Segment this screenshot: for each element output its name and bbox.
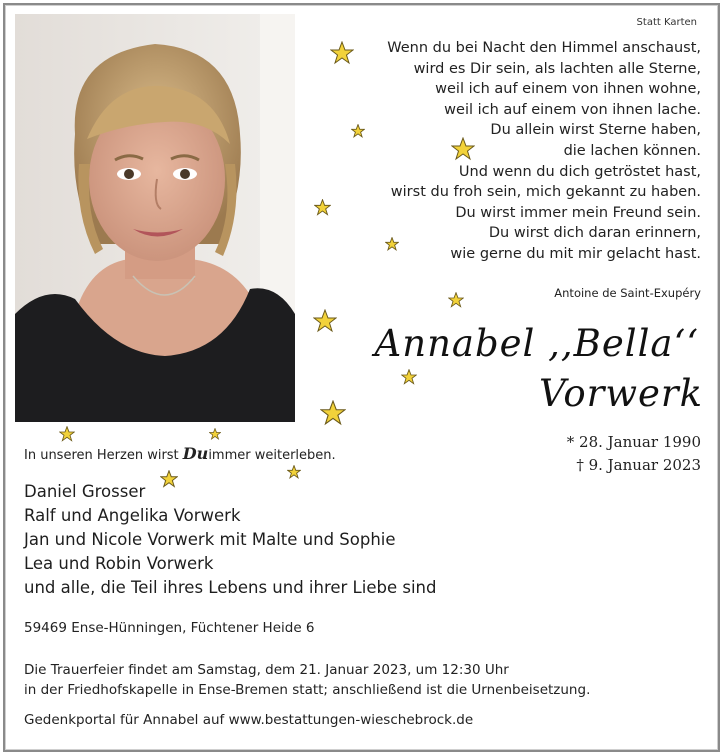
poem	[341, 38, 701, 265]
star-icon	[320, 400, 346, 426]
star-icon	[287, 465, 301, 479]
star-icon	[314, 199, 331, 216]
poem-line: weil ich auf einem von ihnen lache.	[444, 101, 701, 118]
poem-line: wirst du froh sein, mich gekannt zu haben.	[390, 184, 701, 201]
service-line: in der Friedhofskapelle in Ense-Bremen statt; anschließend ist die Urnenbeisetzung.	[24, 682, 591, 698]
star-icon	[351, 124, 365, 138]
poem-line: Du wirst immer mein Freund sein.	[455, 204, 701, 221]
family-address: 59469 Ense-Hünningen, Füchtener Heide 6	[24, 620, 315, 636]
mourners-list	[24, 480, 436, 600]
poem-line: wird es Dir sein, als lachten alle Sterne,	[413, 60, 701, 77]
motto-after: immer weiterleben.	[208, 448, 336, 463]
star-icon	[401, 369, 417, 385]
star-icon	[160, 470, 178, 488]
service-line: Die Trauerfeier findet am Samstag, dem 21. Januar 2023, um 12:30 Uhr	[24, 662, 509, 678]
death-date: † 9. Januar 2023	[576, 456, 701, 474]
poem-line: die lachen können.	[563, 142, 701, 159]
memorial-portal-link[interactable]: Gedenkportal für Annabel auf www.bestattungen-wieschebrock.de	[24, 712, 474, 728]
motto-emphasis: Du	[182, 444, 209, 463]
deceased-name-last: Vorwerk	[539, 372, 703, 415]
poem-line: weil ich auf einem von ihnen wohne,	[435, 81, 701, 98]
star-icon	[59, 426, 75, 442]
poem-line: Wenn du bei Nacht den Himmel anschaust,	[387, 40, 701, 56]
poem-line: wie gerne du mit mir gelacht hast.	[450, 245, 701, 262]
star-icon	[209, 428, 221, 440]
poem-line: Du allein wirst Sterne haben,	[490, 122, 701, 139]
star-icon	[448, 292, 464, 308]
poem-line: Und wenn du dich getröstet hast,	[458, 163, 701, 180]
portrait-photo	[15, 14, 295, 422]
birth-date: * 28. Januar 1990	[566, 433, 701, 451]
deceased-name-first: Annabel ,,Bella‘‘	[374, 322, 699, 365]
poem-line: Du wirst dich daran erinnern,	[488, 225, 701, 242]
motto-before: In unseren Herzen wirst	[24, 448, 183, 463]
statt-karten-label: Statt Karten	[636, 17, 697, 28]
mourner-line: und alle, die Teil ihres Lebens und ihrer Liebe sind	[24, 578, 437, 597]
mourner-line: Lea und Robin Vorwerk	[24, 554, 214, 573]
life-dates	[567, 431, 701, 477]
star-icon	[451, 137, 475, 161]
star-icon	[385, 237, 399, 251]
mourner-line: Ralf und Angelika Vorwerk	[24, 506, 241, 525]
funeral-service-info	[24, 660, 590, 700]
mourner-line: Jan und Nicole Vorwerk mit Malte und Sophie	[24, 530, 396, 549]
mourner-line: Daniel Grosser	[24, 482, 146, 501]
star-icon	[313, 309, 337, 333]
motto	[24, 444, 336, 463]
poem-author: Antoine de Saint-Exupéry	[554, 286, 701, 300]
star-icon	[330, 41, 354, 65]
